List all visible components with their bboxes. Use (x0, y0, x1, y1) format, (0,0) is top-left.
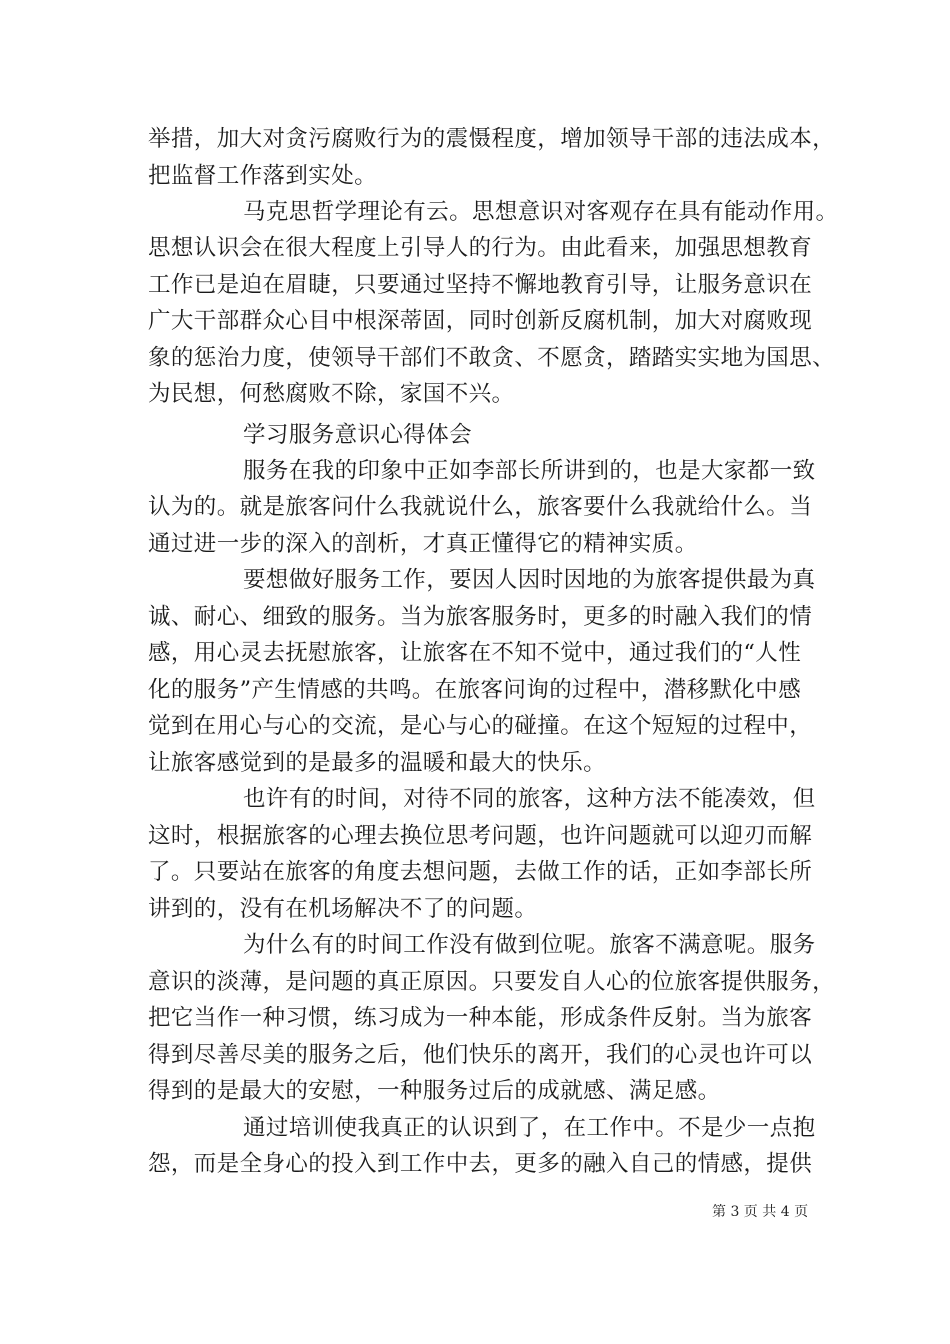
text-line: 通过进一步的深入的剖析，才真正懂得它的精神实质。 (148, 531, 698, 557)
text-line: 工作已是迫在眉睫，只要通过坚持不懈地教育引导，让服务意识在 (148, 272, 813, 298)
text-line: 象的惩治力度，使领导干部们不敢贪、不愿贪，踏踏实实地为国思、 (148, 345, 836, 371)
text-line: 意识的淡薄，是问题的真正原因。只要发自人心的位旅客提供服务， (148, 969, 836, 995)
text-line: 化的服务”产生情感的共鸣。在旅客问询的过程中，潜移默化中感 (148, 677, 802, 703)
text-line: 把监督工作落到实处。 (148, 163, 378, 189)
text-line: 思想认识会在很大程度上引导人的行为。由此看来，加强思想教育 (148, 235, 813, 261)
text-line: 了。只要站在旅客的角度去想问题，去做工作的话，正如李部长所 (148, 859, 813, 885)
text-line: 也许有的时间，对待不同的旅客，这种方法不能凑效，但 (243, 786, 816, 812)
text-line: 诚、耐心、细致的服务。当为旅客服务时，更多的时融入我们的情 (148, 604, 813, 630)
text-line: 让旅客感觉到的是最多的温暖和最大的快乐。 (148, 750, 607, 776)
text-line: 得到的是最大的安慰，一种服务过后的成就感、满足感。 (148, 1078, 721, 1104)
text-line: 举措，加大对贪污腐败行为的震慑程度，增加领导干部的违法成本， (148, 126, 836, 152)
text-line: 要想做好服务工作，要因人因时因地的为旅客提供最为真 (243, 567, 816, 593)
text-line: 马克思哲学理论有云。思想意识对客观存在具有能动作用。 (243, 199, 839, 225)
text-line: 为什么有的时间工作没有做到位呢。旅客不满意呢。服务 (243, 932, 816, 958)
text-line: 得到尽善尽美的服务之后，他们快乐的离开，我们的心灵也许可以 (148, 1042, 813, 1068)
text-line: 广大干部群众心目中根深蒂固，同时创新反腐机制，加大对腐败现 (148, 308, 813, 334)
text-line: 觉到在用心与心的交流，是心与心的碰撞。在这个短短的过程中， (148, 713, 813, 739)
text-line: 把它当作一种习惯，练习成为一种本能，形成条件反射。当为旅客 (148, 1005, 813, 1031)
text-line: 这时，根据旅客的心理去换位思考问题，也许问题就可以迎刃而解 (148, 823, 813, 849)
text-line: 为民想，何愁腐败不除，家国不兴。 (148, 381, 515, 407)
section-heading: 学习服务意识心得体会 (243, 422, 473, 448)
text-line: 服务在我的印象中正如李部长所讲到的，也是大家都一致 (243, 458, 816, 484)
text-line: 感，用心灵去抚慰旅客，让旅客在不知不觉中，通过我们的“人性 (148, 640, 802, 666)
text-line: 认为的。就是旅客问什么我就说什么，旅客要什么我就给什么。当 (148, 494, 813, 520)
text-line: 通过培训使我真正的认识到了，在工作中。不是少一点抱 (243, 1115, 816, 1141)
page-number: 第 3 页 共 4 页 (712, 1204, 809, 1220)
text-line: 讲到的，没有在机场解决不了的问题。 (148, 896, 538, 922)
text-line: 怨，而是全身心的投入到工作中去，更多的融入自己的情感，提供 (148, 1151, 813, 1177)
